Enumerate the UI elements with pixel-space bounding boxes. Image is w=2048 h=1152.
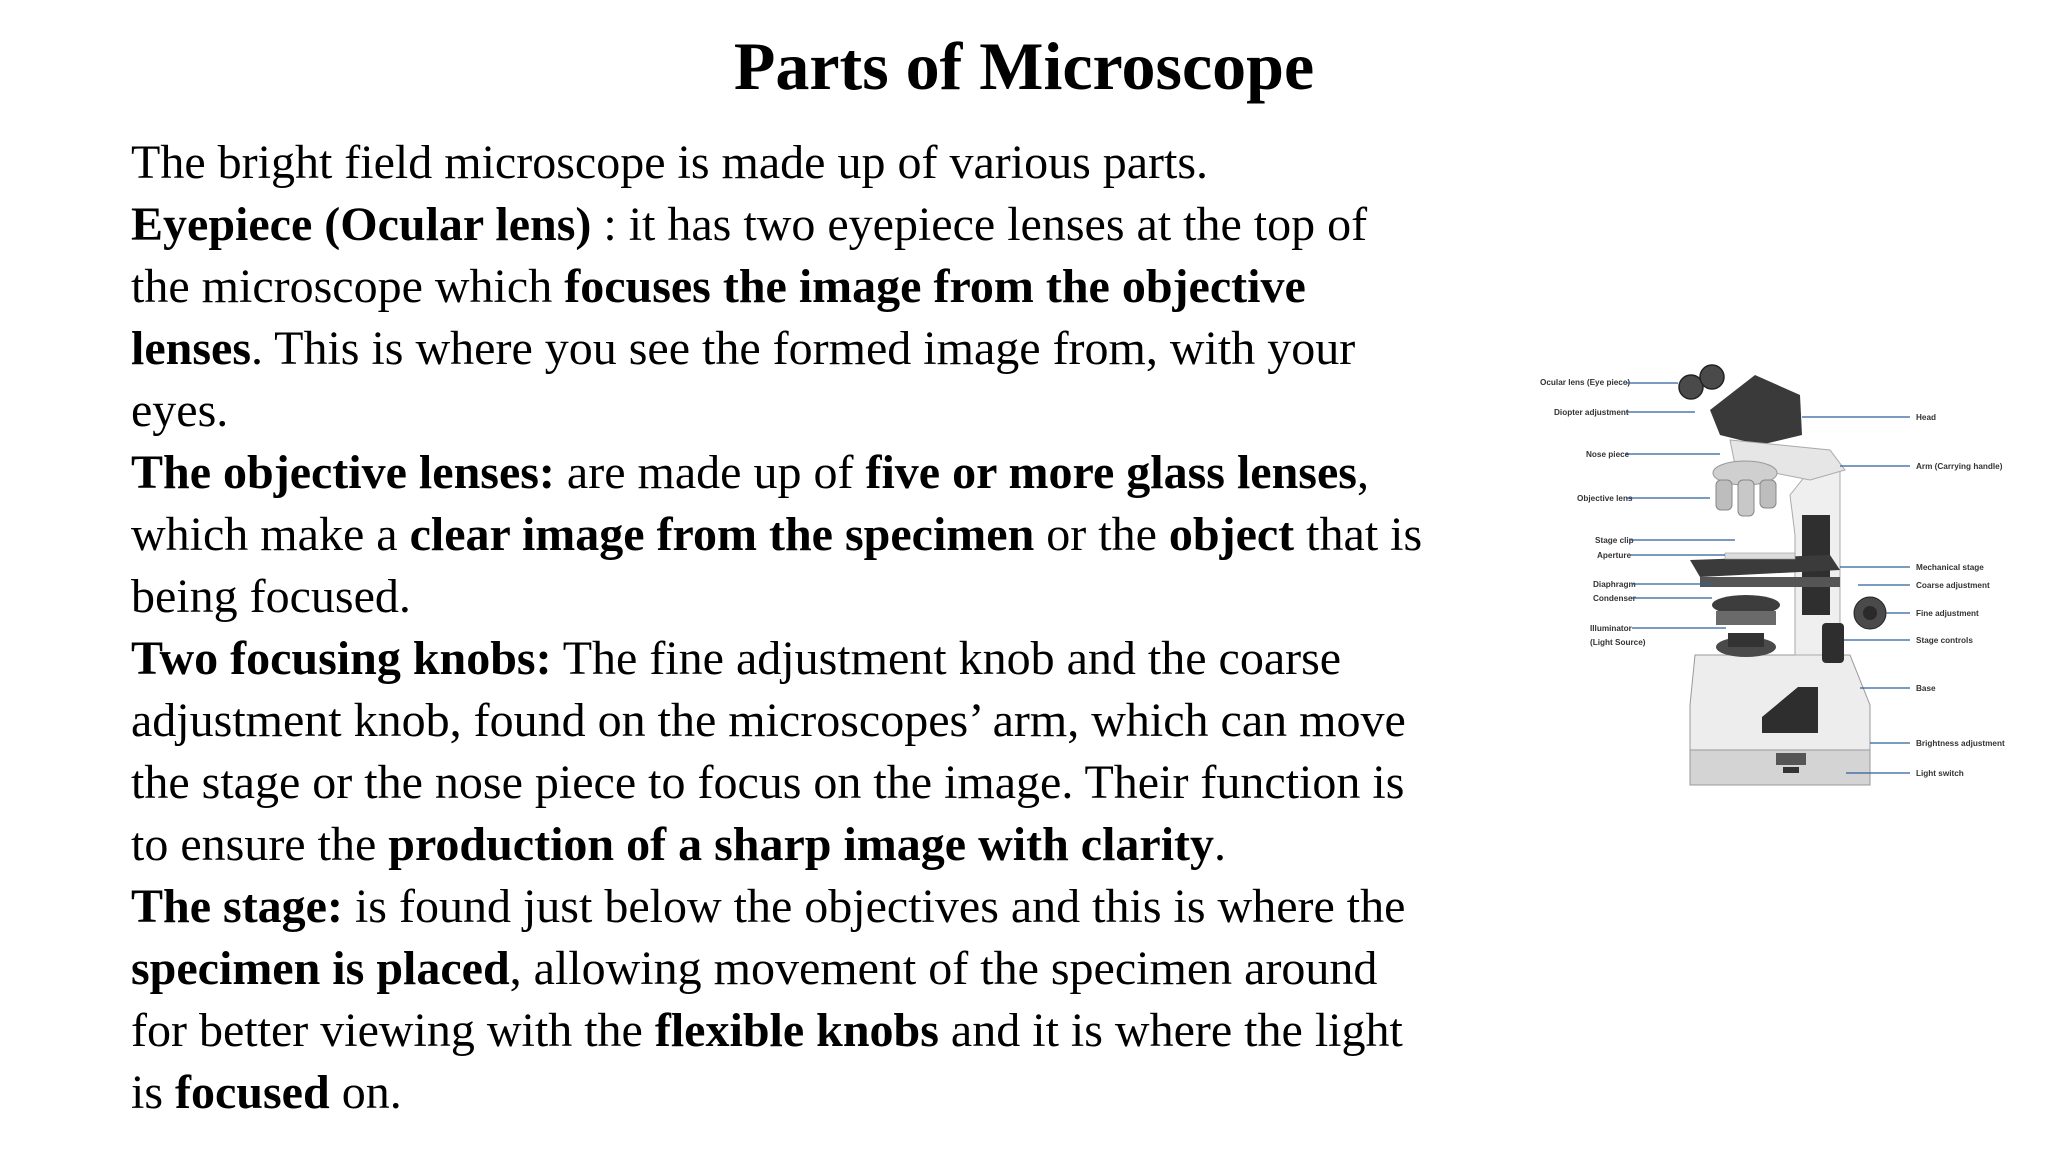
- text-line: [131, 566, 1551, 628]
- label-stage-clip: Stage clip: [1595, 536, 1634, 545]
- text-line: [131, 752, 1551, 814]
- label-aperture: Aperture: [1597, 551, 1632, 560]
- text-line: [131, 380, 1551, 442]
- bold-text: clear image from the specimen: [409, 508, 1035, 561]
- label-light-switch: Light switch: [1916, 769, 1964, 778]
- text-run: is found just below the objectives and this is where the: [342, 880, 1406, 933]
- label-condenser: Condenser: [1593, 594, 1636, 603]
- bold-text: Two focusing knobs:: [131, 632, 552, 685]
- microscope-illustration: [1540, 355, 2020, 800]
- text-line: [131, 442, 1551, 504]
- text-run: are made up of: [554, 446, 866, 499]
- text-run: adjustment knob, found on the microscopes’ arm, which can move: [131, 694, 1406, 747]
- label-stage-controls: Stage controls: [1916, 636, 1973, 645]
- label-coarse-adjustment: Coarse adjustment: [1916, 581, 1990, 590]
- text-run: on.: [329, 1066, 402, 1119]
- text-run: which make a: [131, 508, 410, 561]
- label-diaphragm: Diaphragm: [1593, 580, 1636, 589]
- text-run: to ensure the: [131, 818, 389, 871]
- bold-text: object: [1168, 508, 1295, 561]
- label-nose-piece: Nose piece: [1586, 450, 1630, 459]
- label-objective-lens: Objective lens: [1577, 494, 1633, 503]
- label-brightness: Brightness adjustment: [1916, 739, 2005, 748]
- text-run: is: [131, 1066, 176, 1119]
- text-line: [131, 1062, 1551, 1124]
- text-line: [131, 318, 1551, 380]
- bold-text: specimen is placed: [131, 942, 510, 995]
- text-run: or the: [1034, 508, 1169, 561]
- text-run: : it has two eyepiece lenses at the top of: [591, 198, 1368, 251]
- text-run: ,: [1356, 446, 1369, 499]
- label-light-source: (Light Source): [1590, 638, 1646, 647]
- bold-text: focused: [175, 1066, 330, 1119]
- text-run: The fine adjustment knob and the coarse: [551, 632, 1342, 685]
- text-line: [131, 132, 1551, 194]
- bold-text: focuses the image from the objective: [564, 260, 1306, 313]
- text-line: [131, 1000, 1551, 1062]
- text-run: and it is where the light: [938, 1004, 1403, 1057]
- text-run: , allowing movement of the specimen around: [509, 942, 1378, 995]
- label-ocular-lens: Ocular lens (Eye piece): [1540, 378, 1631, 387]
- text-line: [131, 938, 1551, 1000]
- text-line: [131, 194, 1551, 256]
- bold-text: lenses: [131, 322, 251, 375]
- page-title: Parts of Microscope: [733, 28, 1315, 104]
- text-line: [131, 628, 1551, 690]
- text-line: [131, 256, 1551, 318]
- microscope-diagram: [1540, 355, 2020, 800]
- label-base: Base: [1916, 684, 1936, 693]
- label-diopter: Diopter adjustment: [1554, 408, 1629, 417]
- label-mechanical-stage: Mechanical stage: [1916, 563, 1984, 572]
- bold-text: Eyepiece (Ocular lens): [131, 198, 592, 251]
- text-run: eyes.: [131, 384, 229, 437]
- text-run: being focused.: [131, 570, 411, 623]
- text-run: that is: [1294, 508, 1423, 561]
- bold-text: The objective lenses:: [131, 446, 555, 499]
- bold-text: five or more glass lenses: [865, 446, 1357, 499]
- text-line: [131, 876, 1551, 938]
- text-run: .: [1214, 818, 1227, 871]
- text-run: The bright field microscope is made up of various parts.: [131, 136, 1209, 189]
- text-run: the stage or the nose piece to focus on the image. Their function is: [131, 756, 1405, 809]
- text-line: [131, 690, 1551, 752]
- text-run: the microscope which: [131, 260, 565, 313]
- text-line: [131, 814, 1551, 876]
- body-text: [131, 132, 1551, 1124]
- bold-text: flexible knobs: [654, 1004, 939, 1057]
- bold-text: production of a sharp image with clarity: [388, 818, 1215, 871]
- label-fine-adjustment: Fine adjustment: [1916, 609, 1979, 618]
- bold-text: The stage:: [131, 880, 343, 933]
- label-arm: Arm (Carrying handle): [1916, 462, 2003, 471]
- text-line: [131, 504, 1551, 566]
- text-run: . This is where you see the formed image from, with your: [251, 322, 1356, 375]
- label-head: Head: [1916, 413, 1937, 422]
- text-run: for better viewing with the: [131, 1004, 655, 1057]
- label-illuminator: Illuminator: [1590, 624, 1632, 633]
